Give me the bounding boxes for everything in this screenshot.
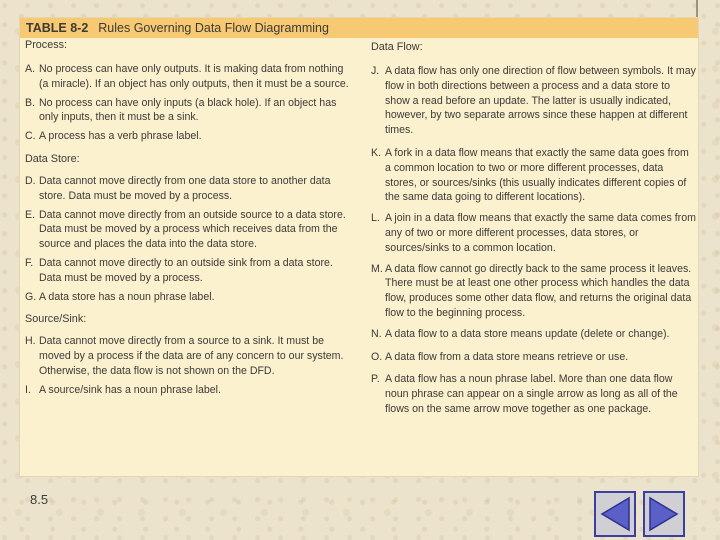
rule-letter: K. (371, 146, 382, 159)
rule-e (25, 208, 353, 252)
rule-text: Data cannot move directly from a source to a sink. It must be moved by a process if the data are of any concern to our system. Otherwise, the data flow is not shown on the DFD. (39, 335, 344, 377)
rule-text: A data flow cannot go directly back to the same process it leaves. There must be at least one other process which handles the data flow, produces some other data flow, and returns the original data flow to the beginning process. (385, 262, 692, 319)
slide-number: 8.5 (30, 492, 49, 507)
rule-f (25, 256, 353, 286)
process-section-label: Process: (25, 39, 68, 51)
rule-p (371, 372, 696, 416)
data-flow-section-label: Data Flow: (371, 41, 423, 53)
rule-letter: I. (25, 383, 31, 396)
rule-letter: N. (371, 327, 382, 340)
rule-l (371, 211, 696, 255)
rule-m (371, 262, 696, 321)
rule-letter: M. (371, 262, 383, 275)
rule-text: A data store has a noun phrase label. (39, 290, 215, 303)
rule-c (25, 129, 353, 144)
rule-letter: B. (25, 96, 36, 109)
rule-text: A source/sink has a noun phrase label. (39, 383, 221, 396)
table-header (20, 18, 698, 38)
rule-letter: C. (25, 130, 36, 143)
triangle-left-icon (596, 493, 634, 535)
rule-text: A data flow from a data store means retrieve or use. (385, 350, 629, 363)
next-slide-button[interactable] (643, 491, 685, 537)
rule-k (371, 146, 696, 205)
rule-letter: A. (25, 63, 36, 75)
rule-text: A process has a verb phrase label. (39, 130, 202, 143)
table-number: TABLE 8-2 (26, 21, 89, 35)
right-column (371, 38, 696, 417)
rule-a (25, 62, 353, 92)
rule-n (371, 327, 696, 342)
rule-letter: E. (25, 208, 36, 221)
rule-letter: P. (371, 373, 380, 386)
rule-letter: H. (25, 335, 36, 348)
source-sink-section-label: Source/Sink: (25, 313, 87, 326)
table-title: Rules Governing Data Flow Diagramming (98, 21, 329, 35)
rule-text: A fork in a data flow means that exactly the same data goes from a common location to two or more different processes, data stores, or sources/sinks (this usually indicates different copies of the same data going to different locations). (385, 146, 689, 204)
rule-text: Data cannot move directly to an outside sink from a data store. Data must be moved by a process. (39, 256, 333, 284)
rule-text: A data flow has a noun phrase label. More than one data flow noun phrase can appear on a single arrow as long as all of the flows on the same arrow move together as one package. (385, 373, 678, 415)
previous-slide-button[interactable] (594, 491, 636, 537)
rule-text: Data cannot move directly from one data store to another data store. Data must be moved by a process. (39, 174, 331, 202)
rule-text: A data flow to a data store means update (delete or change). (385, 327, 670, 340)
rule-letter: O. (371, 350, 383, 363)
rule-text: No process can have only outputs. It is making data from nothing (a miracle). If an object has only outputs, then it must be a source. (39, 63, 349, 90)
rule-letter: J. (371, 65, 380, 77)
triangle-right-icon (645, 493, 683, 535)
rule-b (25, 96, 353, 126)
rules-table (20, 18, 698, 476)
rule-letter: L. (371, 212, 380, 225)
rule-letter: D. (25, 174, 36, 187)
rule-g (25, 290, 353, 305)
table-caption (26, 20, 329, 36)
data-store-section-label: Data Store: (25, 152, 80, 165)
rule-text: Data cannot move directly from an outside source to a data store. Data must be moved by a process which receives data from the source and places the data into the data store. (39, 208, 346, 251)
rule-h (25, 334, 353, 378)
rule-d (25, 174, 353, 204)
rule-o (371, 350, 696, 365)
rule-letter: F. (25, 256, 34, 269)
left-column (25, 38, 353, 398)
rule-i (25, 383, 353, 398)
rule-text: A data flow has only one direction of flow between symbols. It may flow in both directions between a process and a data store to show a read before an update. The latter is usually indicated, however, by two separate arrows since these happen at different times. (385, 65, 696, 137)
rule-text: No process can have only inputs (a black hole). If an object has only inputs, then it must be a sink. (39, 96, 337, 124)
rule-j (371, 64, 696, 138)
rule-letter: G. (25, 290, 37, 303)
rule-text: A join in a data flow means that exactly the same data comes from any of two or more different processes, data stores, or sources/sinks to a common location. (385, 212, 696, 254)
